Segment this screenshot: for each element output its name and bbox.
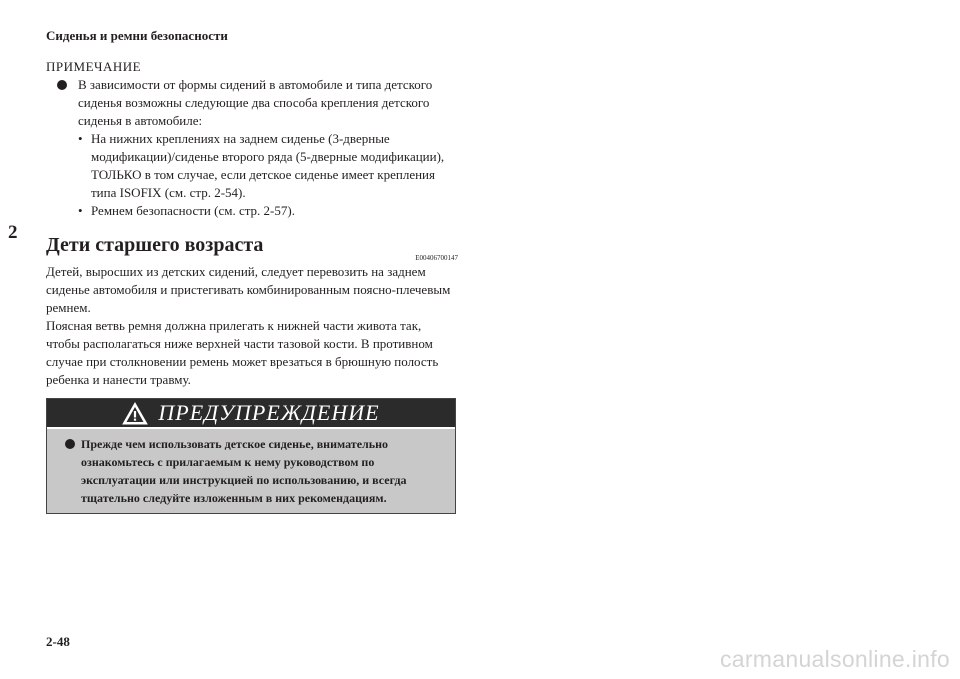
warning-triangle-icon [122, 402, 148, 425]
note-sub-list [78, 130, 456, 220]
body-paragraph: Детей, выросших из детских сидений, следует перевозить на заднем сиденье автомобиля и пристегивать комбинированным поясно-плечевым ремнем. [46, 264, 451, 315]
note-sub-item-text: Ремнем безопасности (см. стр. 2-57). [91, 203, 295, 218]
running-header: Сиденья и ремни безопасности [46, 28, 228, 43]
dot-bullet-icon: • [78, 203, 83, 218]
content-column [46, 58, 456, 514]
note-sub-item [78, 202, 456, 220]
bullet-icon [57, 80, 67, 90]
warning-title: ПРЕДУПРЕЖДЕНИЕ [158, 400, 380, 425]
bullet-icon [65, 439, 75, 449]
warning-header [47, 399, 455, 429]
body-paragraph: Поясная ветвь ремня должна прилегать к нижней части живота так, чтобы располагаться ниже верхней части тазовой кости. В противном случае при столкновении ремень может врезаться в брюшную полость ребенка и нанести травму. [46, 318, 439, 387]
note-sub-item [78, 130, 456, 202]
page-number: 2-48 [46, 634, 70, 649]
chapter-tab: 2 [8, 222, 18, 243]
warning-box [46, 398, 456, 514]
note-item-text: В зависимости от формы сидений в автомобиле и типа детского сиденья возможны следующие два способа крепления детского сиденья в автомобиле: [78, 77, 433, 128]
watermark: carmanualsonline.info [719, 646, 950, 672]
section-code: E00406700147 [415, 254, 458, 262]
warning-body [47, 429, 455, 513]
note-block [46, 58, 456, 220]
dot-bullet-icon: • [78, 131, 83, 146]
note-item [46, 76, 456, 130]
section-title: Дети старшего возраста [46, 234, 264, 256]
warning-text: Прежде чем использовать детское сиденье, внимательно ознакомьтесь с прилагаемым к нему руководством по эксплуатации или инструкцией по использованию, и всегда тщательно следуйте изложенным в них рекомендациям. [81, 437, 407, 505]
note-sub-item-text: На нижних креплениях на заднем сиденье (3-дверные модификации)/сиденье второго ряда (5-дверные модификации), ТОЛЬКО в том случае, если детское сиденье имеет крепления типа ISOFIX (см. стр. 2-54). [91, 131, 445, 200]
note-heading: ПРИМЕЧАНИЕ [46, 59, 142, 74]
